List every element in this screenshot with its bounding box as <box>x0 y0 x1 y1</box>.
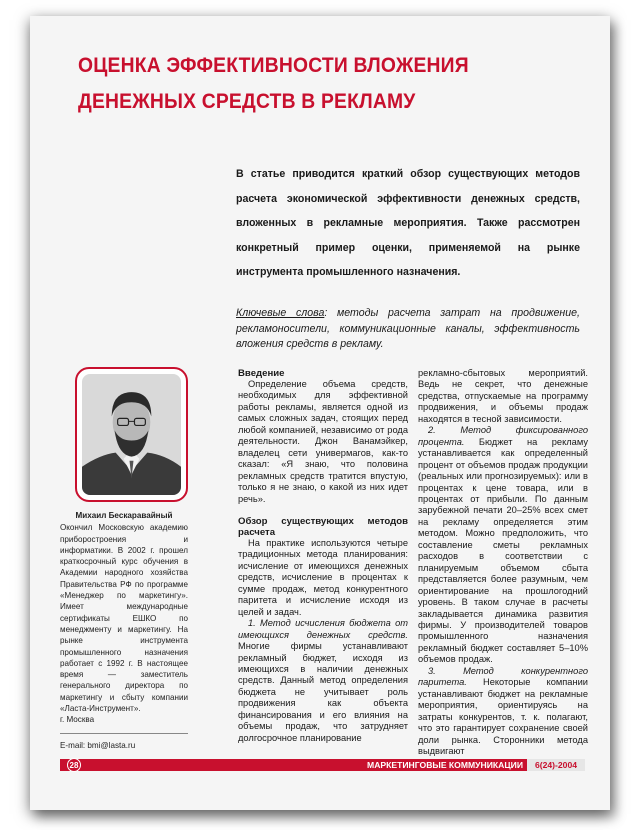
body-column-1 <box>238 368 408 744</box>
article-abstract: В статье приводится краткий обзор существующих методов расчета экономической эффективности денежных средств, вложенных в рекламные мероприятия. Также рассмотрен конкретный пример оценки, применяемой на рынке инструмента промышленного назначения. <box>236 168 580 279</box>
keywords-label: Ключевые слова <box>236 307 325 319</box>
review-paragraph: На практике используются четыре традиционных метода планирования: исчисление от имеющихся денежных средств, исчисление в процентах к сумме продаж, метод конкурентного паритета и исчисление исходя из целей и задач. <box>238 537 408 617</box>
author-photo-frame <box>75 367 188 502</box>
method1-paragraph <box>238 618 408 744</box>
intro-paragraph: Определение объема средств, необходимых для эффективной работы рекламы, является одной из самых сложных задач, стоящих перед любой компанией, независимо от рода деятельности. Джон Ванамэйкер, владелец сети универмагов, как-то сказал: «Я знаю, что половина рекламных средств тратится впустую, только я не знаю, о какой из них идет речь». <box>238 379 408 504</box>
review-heading: Обзор существующих методов расчета <box>238 515 408 538</box>
author-info <box>60 510 188 751</box>
journal-name: МАРКЕТИНГОВЫЕ КОММУНИКАЦИИ <box>367 760 523 770</box>
title-line-1: ОЦЕНКА ЭФФЕКТИВНОСТИ ВЛОЖЕНИЯ <box>78 54 469 77</box>
article-title <box>78 48 556 120</box>
keywords-text: : методы расчета затрат на продвижение, рекламоносители, коммуникационные каналы, эффективность вложения средств в рекламу. <box>236 307 580 350</box>
issue-number: 6(24)-2004 <box>527 759 585 771</box>
method3-paragraph <box>418 666 588 758</box>
author-photo <box>82 374 181 495</box>
column2-continuation: рекламно-сбытовых мероприятий. Ведь не секрет, что денежные средства, отпускаемые на программу продвижения, и объемы продаж находятся в тесной зависимости. <box>418 368 588 424</box>
method2-text: Бюджет на рекламу устанавливается как определенный процент от объемов продаж продукции (реальных или прогнозируемых): или в процентах к цене товара, или в процентах от прибыли. По данным зарубежной печати 20–25% всех смет на рекламу определяется этим методом. Можно предположить, что составление сметы рекламных расходов в соответствии с планируемым объемом сбыта представляется более разумным, чем ориентирование на прошлогодний уровень. В таком случае в расчеты закладывается динамика развития фирмы. У производителей товаров промышленного назначения рекламный бюджет составляет 5–10% объемов продаж. <box>418 436 588 665</box>
page-footer <box>60 759 585 771</box>
page-number: 28 <box>67 758 81 772</box>
author-name: Михаил Бескаравайный <box>75 511 173 520</box>
method3-text: Некоторые компании устанавливают бюджет на рекламные мероприятия, ориентируясь на затраты конкурентов, т. к. полагают, что это гарантирует сохранение своей доли рынка. Сторонники метода выдвигают <box>418 677 588 756</box>
method2-title: 2. Метод фиксированного процента. <box>418 425 588 447</box>
magazine-page <box>30 16 610 810</box>
method1-text: Многие фирмы устанавливают рекламный бюджет, исходя из имеющихся в наличии денежных средств. Данный метод определения бюджета не учитывает роль продвижения как объекта финансирования и его влияния на объемы продаж, что затрудняет долгосрочное планирование <box>238 641 408 743</box>
intro-heading: Введение <box>238 368 285 379</box>
title-line-2: ДЕНЕЖНЫХ СРЕДСТВ В РЕКЛАМУ <box>78 90 416 113</box>
keywords <box>236 306 580 353</box>
body-column-2 <box>418 368 588 757</box>
method3-title: 3. Метод конкурентного паритета. <box>418 665 588 688</box>
author-city: г. Москва <box>60 715 95 725</box>
author-divider <box>60 733 188 734</box>
method2-paragraph <box>418 425 588 666</box>
author-email[interactable]: E-mail: bmi@lasta.ru <box>60 740 136 750</box>
author-bio: Окончил Московскую академию приборостроения и информатики. В 2002 г. прошел краткосрочный курс обучения в Академии народного хозяйства Правительства РФ по программе «Менеджер по маркетингу». Имеет международные сертификаты ЕШКО по менеджменту и маркетингу. На рынке инструмента промышленного назначения работает с 1992 г. В настоящее время — заместитель генерального директора по маркетингу и сбыту компании «Ласта-Инструмент». <box>60 523 188 714</box>
method1-title: 1. Метод исчисления бюджета от имеющихся денежных средств. <box>238 618 408 640</box>
